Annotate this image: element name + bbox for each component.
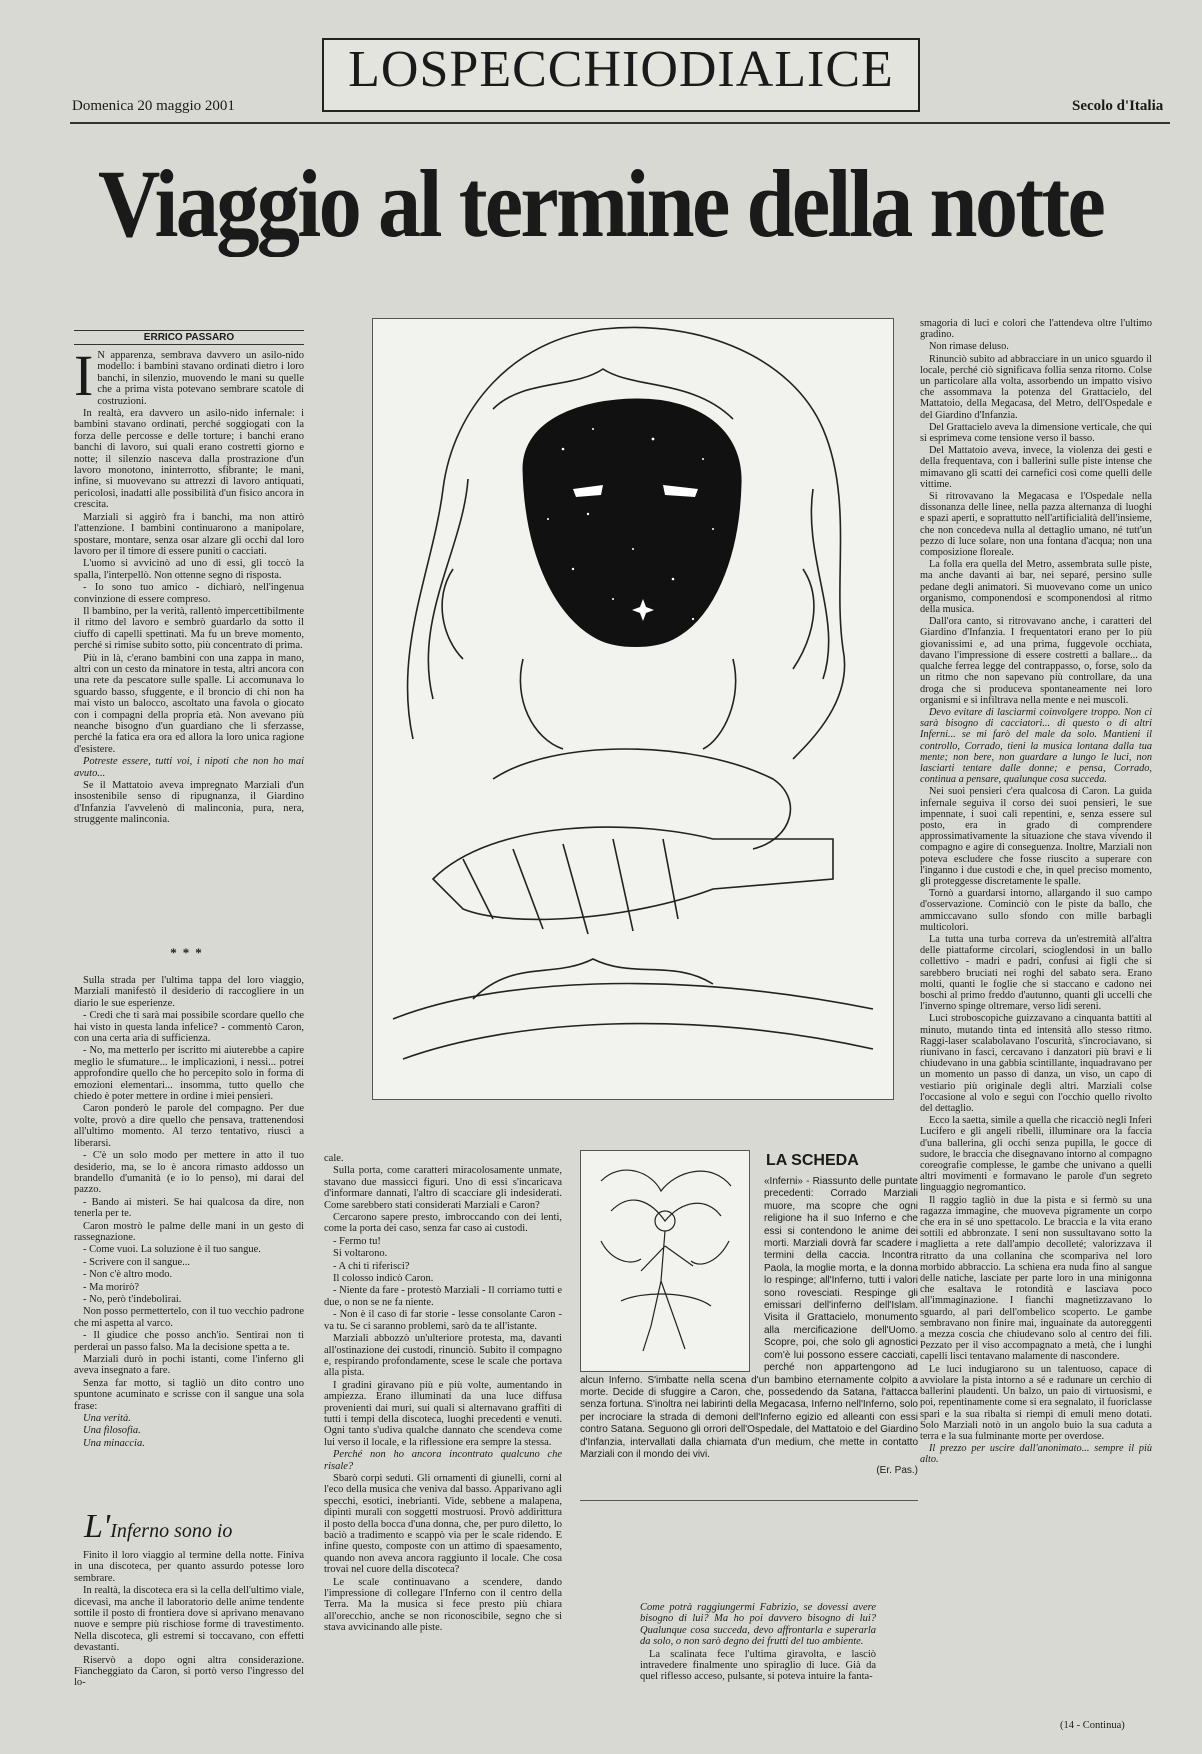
issue-date: Domenica 20 maggio 2001 — [72, 98, 235, 114]
article-paragraph: Sulla strada per l'ultima tappa del loro viaggio, Marziali manifestò il desiderio di raccogliere in un diario le sue esperienze. — [74, 975, 304, 1009]
article-paragraph: Perché non ho ancora incontrato qualcuno che risale? — [324, 1449, 562, 1472]
headline: Viaggio al termine della notte — [98, 150, 1104, 257]
section-heading-cap: L' — [84, 1508, 111, 1545]
masthead — [322, 38, 920, 112]
article-paragraph: In realtà, la discoteca era sì la cella dell'ultimo viale, dicevasi, ma anche il laboratorio delle anime tendente sottile il posto di frontiera dove si aprivano menavano nuove e sempre più rischiose forme di travestimento. Nella discoteca, gli estremi si toccavano, con effetti devastanti. — [74, 1585, 304, 1654]
article-paragraph: Riservò a dopo ogni altra considerazione. Fiancheggiato da Caron, si portò verso l'ingresso del lo- — [74, 1654, 304, 1689]
article-paragraph: - Scrivere con il sangue... — [83, 1256, 191, 1268]
article-paragraph: Una verità. — [83, 1413, 131, 1425]
article-paragraph: Il colosso indicò Caron. — [333, 1273, 434, 1285]
byline: ERRICO PASSARO — [74, 330, 304, 345]
article-paragraph: - Il giudice che posso anch'io. Sentirai non ti perderai un passo falso. Ma la decisione spetta a te. — [74, 1330, 304, 1353]
article-paragraph: Marziali durò in pochi istanti, come l'inferno gli aveva insegnato a fare. — [74, 1354, 304, 1377]
publication-name: Secolo d'Italia — [1072, 98, 1164, 114]
article-paragraph: Senza far motto, si tagliò un dito contro uno spuntone acuminato e scrisse con il sangue una sola frase: — [74, 1377, 304, 1412]
article-column-1 — [74, 350, 304, 925]
article-paragraph: Come potrà raggiungermi Fabrizio, se dovessi avere bisogno di lui? Ma ho poi davvero bisogno di lui? Qualunque cosa succeda, devo affrontarla e superarla da solo, o non sarò degno dei frutti del tuo ambiente. — [640, 1602, 876, 1648]
article-paragraph: Si voltarono. — [333, 1248, 388, 1260]
article-paragraph: Le scale continuavano a scendere, dando l'impressione di collegare l'Inferno con il centro della Terra. Ma la musica si fece presto più chiara all'orecchio, anche se non riconoscibile, segno che si stava avvicinando alle piste. — [324, 1576, 562, 1634]
article-paragraph: Del Mattatoio aveva, invece, la violenza dei gesti e della frequentava, con i ballerini sulle piste intense che mimavano gli scatti dei carnefici così come quelli delle vittime. — [920, 445, 1152, 490]
article-paragraph: Luci stroboscopiche guizzavano a cinquanta battiti al minuto, mutando tinta ed intensità allo stesso ritmo. Raggi-laser scalabolavano l'oscurità, s'incrociavano, si riunivano in fasci, cercavano i danzatori più bravi e li chiudevano in una gabbia scintillante, inquadravano per un momento un passo di danza, un viso, un capo di vestiario più originale degli altri. Marziali colse l'occasione al volo e seguì con l'occhio quello rivolto del dettaglio. — [920, 1013, 1152, 1115]
article-paragraph: Non rimase deluso. — [929, 341, 1009, 353]
article-paragraph: Marziali abbozzò un'ulteriore protesta, ma, davanti all'ostinazione dei custodi, rinunciò. Subito il compagno e, respirando profondamente, scese le scale che portava alla pista. — [324, 1333, 562, 1379]
article-paragraph: - Non c'è altro modo. — [83, 1269, 173, 1281]
article-paragraph: - C'è un solo modo per mettere in atto il tuo desiderio, ma, se lo è ancora rimasto addosso un brandello d'umanità (e io lo penso), mi darai del pazzo. — [74, 1150, 304, 1196]
scheda-text-box — [580, 1176, 918, 1496]
article-paragraph: La folla era quella del Metro, assembrata sulle piste, ma anche davanti ai bar, nei separé, persino sulle pedane degli animatori. Si muovevano come un unico organismo, componendosi e scomponendosi al ritmo della musica. — [920, 559, 1152, 616]
article-paragraph: Potreste essere, tutti voi, i nipoti che non ho mai avuto... — [74, 756, 304, 779]
astronaut-figure-drawing — [373, 319, 893, 1099]
section-break: *** — [170, 945, 208, 960]
article-paragraph: Nei suoi pensieri c'era qualcosa di Caron. La guida infernale seguiva il corso dei suoi pensieri, le sue impennate, i suoi cali repentini, e, senza essere sul posto, era in grado di comprendere approssimativamente la situazione che stava vivendo il compagno e agire di conseguenza. Inoltre, Marziali non poteva escludere che fosse riuscito a superare con l'inganno i due custodi e che, in quel preciso momento, gli proteggesse discretamente le spalle. — [920, 786, 1152, 887]
article-column-1c — [74, 1550, 304, 1740]
drop-cap: I — [74, 350, 94, 408]
article-paragraph: Caron mostrò le palme delle mani in un gesto di rassegnazione. — [74, 1220, 304, 1243]
article-paragraph: cale. — [324, 1153, 344, 1164]
article-paragraph: Marziali si aggirò fra i banchi, ma non attirò l'attenzione. I bambini continuarono a manipolare, spostare, montare, senza osar alzare gli occhi dal loro lavoro per il timore di essere puniti o cacciati. — [74, 511, 304, 557]
article-paragraph: Le luci indugiarono su un talentuoso, capace di avviolare la pista intorno a sé e radunare un cerchio di ballerini plaudenti. Un balzo, un paio di virtuosismi, e poi, repentinamente come si era segnalato, il fuoriclasse spari e la sua ribalta si riempì di emuli meno dotati. Solo Marziali notò in un angolo buio la sua caduta a terra e la sua fulminante morte per overdose. — [920, 1363, 1152, 1442]
scheda-title: LA SCHEDA — [766, 1152, 859, 1169]
article-paragraph: - Come vuoi. La soluzione è il tuo sangue. — [83, 1244, 261, 1256]
article-paragraph: Si ritrovavano la Megacasa e l'Ospedale nella dissonanza delle linee, nella pazza alternanza di luoghi e spazi aperti, e soprattutto nell'artificialità dell'insieme, che non concedeva nulla al dettaglio umano, né tutt'un pezzo di luce solare, non una fontana d'acqua; non una composizione floreale. — [920, 491, 1152, 559]
article-paragraph: Una minaccia. — [83, 1437, 145, 1449]
article-paragraph: - Bando ai misteri. Se hai qualcosa da dire, non tenerla per te. — [74, 1196, 304, 1220]
article-paragraph: Caron ponderò le parole del compagno. Per due volte, provò a dire quello che pensava, trattenendosi all'ultimo momento. Al terzo tentativo, riuscì a liberarsi. — [74, 1103, 304, 1149]
article-paragraph: Una filosofia. — [83, 1425, 141, 1437]
section-heading-text: Inferno sono io — [110, 1520, 233, 1542]
article-paragraph: N apparenza, sembrava davvero un asilo-nido modello: i bambini stavano ordinati dietro i loro banchi, in silenzio, muovendo le mani su quelle che a prima vista potevano sembrare scatole di costruzioni. — [97, 350, 304, 407]
article-paragraph: Se il Mattatoio aveva impregnato Marziali d'un insostenibile senso di ripugnanza, il Giardino d'Infanzia l'avvelenò di malinconia, pura, nera, struggente malinconia. — [74, 780, 304, 826]
scheda-float-spacer — [580, 1176, 764, 1372]
scheda-signature: (Er. Pas.) — [876, 1465, 918, 1477]
continua-note: (14 - Continua) — [1060, 1720, 1125, 1731]
article-paragraph: L'uomo si avvicinò ad uno di essi, gli toccò la spalla, l'interpellò. Non ottenne segno di risposta. — [74, 558, 304, 581]
scheda-bottom-rule — [580, 1500, 918, 1501]
article-paragraph: - Io sono tuo amico - dichiarò, nell'ingenua convinzione di essere compreso. — [74, 582, 304, 605]
scheda-text: «Inferni» - Riassunto delle puntate precedenti: Corrado Marziali muore, ma scopre che ogni religione ha il suo Inferno e che essi si contendono le anime dei morti. Marziali dovrà far scadere i termini della caccia. Incontra Paola, la moglie morta, e la donna lo respinge; all'Inferno, tutti i valori sono rovesciati. Respinge gli emissari dell'inferno dell'Islam. Visita il Grattacielo, monumento alla mercificazione dell'Uomo. Scopre, poi, che solo gli agnostici com'è lui possono essere cacciati, perché non appartengono ad alcun Inferno. S'imbatte nella scena d'un bambino eternamente colpito a morte. Decide di sfuggire a Caron, che, possedendo da Satana, l'attacca senza fortuna. S'inoltra nei labirinti della Megacasa, Inferno nell'Inferno, solo per incrociare la strada di demoni dell'Inferno egizio ed alleanti con essi contro Satana. Seguono gli orrori dell'Ospedale, del Mattatoio e del Giardino d'Infanzia, intervallati dalla chiamata d'un medium, che mette in contatto Marziali con il mondo dei vivi. — [580, 1176, 918, 1460]
article-paragraph: Del Grattacielo aveva la dimensione verticale, che qui si esprimeva come tensione verso il basso. — [920, 421, 1152, 445]
article-paragraph: - Ma morirò? — [83, 1281, 139, 1293]
article-paragraph: - Credi che ti sarà mai possibile scordare quello che hai visto in questa landa infelice? - commentò Caron, con una certa aria di sufficienza. — [74, 1010, 304, 1045]
article-paragraph: Cercarono sapere presto, imbroccando con dei lenti, come la porta dei caso, senza far caso ai custodi. — [324, 1212, 562, 1235]
article-paragraph: Finito il loro viaggio al termine della notte. Finiva in una discoteca, per quanto assurdo potesse loro sembrare. — [74, 1550, 304, 1584]
main-illustration — [372, 318, 894, 1100]
section-heading — [84, 1508, 304, 1546]
article-paragraph: - A chi ti riferisci? — [333, 1260, 410, 1272]
article-column-1b — [74, 975, 304, 1495]
article-paragraph: Rinunciò subito ad abbracciare in un unico sguardo il locale, perché ciò significava follia senza ritorno. Colse un particolare alla volta, assorbendo un impatto visivo che assommava la potenza del Grattacielo, del Mattatoio, della Megacasa, del Metro, dell'Ospedale e del Giardino d'Infanzia. — [920, 353, 1152, 421]
header-rule — [70, 122, 1170, 124]
article-paragraph: I gradini giravano più e più volte, aumentando in ampiezza. Erano illuminati da una luce diffusa provenienti dai muri, sui quali si alternavano graffiti di tutti i tempi della discoteca, luoghi precedenti e venuti. Ogni tanto s'udiva qualche dannato che scendeva come lui verso il locale, e la riflessione era sempre la stessa. — [324, 1379, 562, 1448]
article-paragraph: Tornò a guardarsi intorno, allargando il suo campo d'osservazione. Cominciò con le piste da ballo, che ammiccavano sullo sfondo con mille barbagli multicolori. — [920, 888, 1152, 933]
article-paragraph: - Non è il caso di far storie - lesse consolante Caron - va tu. Se ci saranno problemi, sarò da te all'istante. — [324, 1309, 562, 1332]
article-paragraph: - No, ma metterlo per iscritto mi aiuterebbe a capire meglio le sfumature... le implicazioni, i nessi... potrei approfondire quello che ho percepito solo in forma di emozioni elementari... insomma, tutto quello che chiedo è poter mettere in ordine i miei pensieri. — [74, 1045, 304, 1103]
article-paragraph: La scalinata fece l'ultima giravolta, e lasciò intravedere finalmente uno spiraglio di luce. Già da quel riflesso acceso, pulsante, si poteva intuire la fanta- — [640, 1648, 876, 1683]
article-paragraph: Il raggio tagliò in due la pista e si fermò su una ragazza immagine, che muoveva pigramente un corpo che era in sé uno spettacolo. Le braccia e la vita erano sottili ed abbronzate. I seni non sussultavano sotto la maglietta a rete dall'ampio decolleté; valorizzava il ritratto da una collanina che scompariva nel loro morbido abbraccio. La schiena era nuda fino al sangue delle natiche, lasciate per parte loro in una minigonna che esaltava le rotondità e lasciava poco all'immaginazione. I fianchi magnetizzavano lo sguardo, al pari dell'ombelico scoperto. Le gambe sembravano non finire mai, inguainate da autoreggenti a mezza coscia che chiudevano solo al centro dei fili. Pezzato per il viso accompagnato a metà, che i lunghi capelli lisci tentavano malamente di nascondere. — [920, 1194, 1152, 1363]
article-column-4 — [920, 318, 1152, 1698]
masthead-title: LOSPECCHIODIALICE — [348, 41, 894, 98]
article-paragraph: Sbarò corpi seduti. Gli ornamenti di giunelli, corni al l'eco della musica che veniva dal basso. Apparivano agli specchi, esotici, inebrianti. Vide, sebbene a malapena, dipinti murali con soggetti mostruosi. Provò addirittura il posto della bocca d'una donna, che, per puro diletto, lo baciò a tradimento e scappò via per le scale ridendo. E infine questo, composte con un attimo di spaesamento, quando non aveva ancora raggiunto il locale. Che cosa trovai nel cuore della discoteca? — [324, 1472, 562, 1576]
article-paragraph: - Fermo tu! — [333, 1235, 381, 1247]
article-paragraph: - No, però t'indebolirai. — [83, 1293, 182, 1305]
article-paragraph: Sulla porta, come caratteri miracolosamente unmate, stavano due massicci figuri. Uno di essi s'incaricava d'informare dannati, l'altro di scacciare gli indesiderati. Come sarebbero stati considerati Marziali e Caron? — [324, 1165, 562, 1211]
article-paragraph: Non posso permettertelo, con il tuo vecchio padrone che mi aspetta al varco. — [74, 1306, 304, 1329]
article-column-3 — [640, 1602, 876, 1742]
article-paragraph: Più in là, c'erano bambini con una zappa in mano, altri con un cesto da minatore in testa, altri ancora con una rete da pescatore sulle spalle. Li accomunava lo sguardo basso, sfuggente, e il broncio di chi non ha mai visto un balocco, ascoltato una favola o giocato con i compagni della propria età. Non avevano più neanche bisogno d'un guardiano che li sferzasse, perché la fatica era ora ed allora la loro unica ragione d'esistere. — [74, 652, 304, 755]
article-column-2 — [324, 1153, 562, 1738]
article-paragraph: - Niente da fare - protestò Marziali - Il corriamo tutti e due, o non se ne fa niente. — [324, 1285, 562, 1308]
article-paragraph: La tutta una turba correva da un'estremità all'altra delle piattaforme circolari, scioglendosi in un ballo collettivo - madri e padri, confusi ai figli che si sarebbero bruciati nei roghi del sabato sera. Erano molti, quanti le foglie che si staccano e cadono nei boschi al primo freddo d'autunno, quanti gli uccelli che l'inverno spinge oltremare, verso lidi sereni. — [920, 933, 1152, 1013]
article-paragraph: Il prezzo per uscire dall'anonimato... sempre il più alto. — [920, 1443, 1152, 1466]
article-paragraph: Ecco la saetta, simile a quella che ricacciò negli Inferi Lucifero e gli angeli ribelli, illuminare ora la faccia d'una ballerina, gli occhi senza pupilla, le gocce di sudore, le braccia che disegnavano intorno al compagno coreografie complesse, le gambe che univano a quelli altri movimenti e formavano le parole d'un segreto linguaggio negromantico. — [920, 1115, 1152, 1194]
article-paragraph: In realtà, era davvero un asilo-nido infernale: i bambini stavano ordinati, perché soggiogati con la forza delle percosse e delle torture; i banchi erano banchi di lavoro, sui quali erano costretti giorno e notte; il silenzio nasceva dalla prostrazione d'un lavoro monotono, ininterrotto, sfibrante; le mani, infine, si muovevano su attrezzi di lavoro antiquati, pericolosi, inadatti alle possibilità d'un fisico ancora in crescita. — [74, 408, 304, 511]
article-paragraph: Dall'ora canto, si ritrovavano anche, i caratteri del Giardino d'Infanzia. I frequentatori erano per lo più giovanissimi e, ad una prima, fuggevole occhiata, davano l'impressione di essere costretti a ballare... da qualche ferrea legge del contrappasso, o, forse, solo da un ritmo che non sapevano più controllare, da una droga che si produceva spontaneamente nei loro organismi e si infiltrava nella mente e nei muscoli. — [920, 616, 1152, 706]
article-paragraph: Il bambino, per la verità, rallentò impercettibilmente il ritmo del lavoro e sembrò guardarlo da sotto il ciuffo di capelli spettinati. Ma fu un breve momento, perché si rimise subito sotto, più concentrato di prima. — [74, 605, 304, 652]
article-paragraph: smagoria di luci e colori che l'attendeva oltre l'ultimo gradino. — [920, 318, 1152, 341]
article-paragraph: Devo evitare di lasciarmi coinvolgere troppo. Non ci sarà bisogno di cacciatori... di questo o di altri Inferni... se mi farò del male da solo. Mantieni il controllo, Corrado, tieni la musica lontana dalla tua mente; non bere, non guardare a lungo le luci, non lasciarti tentare dalle donne; e pensa, Corrado, continua a pensare, qualunque cosa succeda. — [920, 706, 1152, 786]
